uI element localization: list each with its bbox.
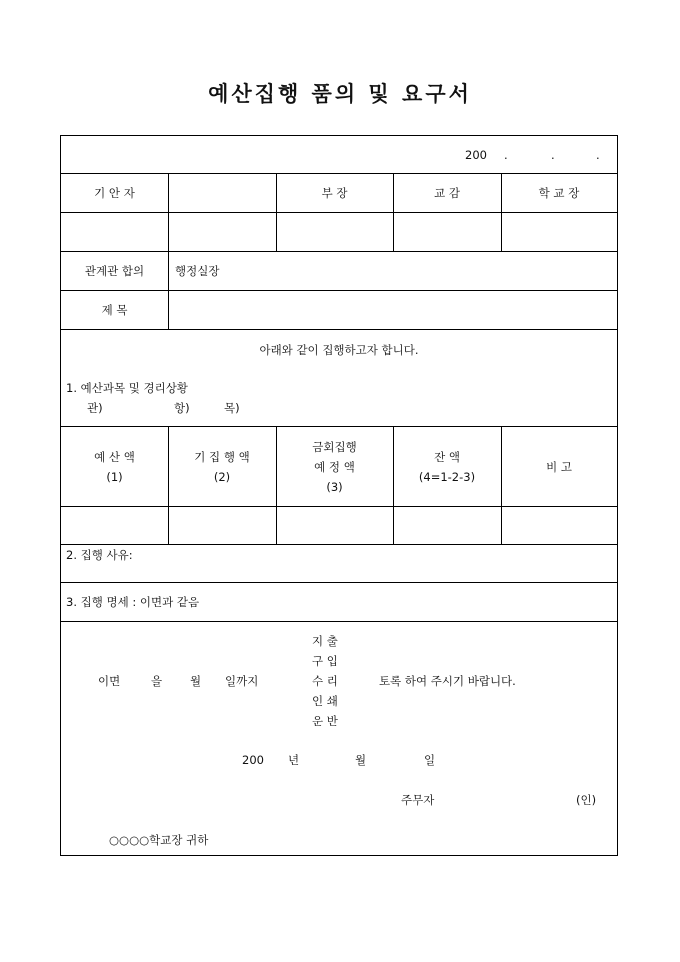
section3-label: 3. 집행 명세 : 이면과 같음: [66, 595, 200, 609]
col-divider: [168, 251, 169, 329]
col-divider: [276, 173, 277, 251]
request-lead-1: 이면: [98, 674, 121, 688]
row-divider: [61, 544, 617, 545]
col-divider: [393, 173, 394, 251]
option-spend: 지 출: [312, 634, 338, 648]
remarks-header: 비 고: [546, 460, 572, 474]
planned-amount-header-2: 예 정 액: [314, 460, 355, 474]
row-divider: [61, 290, 617, 291]
balance-formula: (4=1-2-3): [418, 470, 476, 484]
planned-amount-header: 금회집행: [312, 440, 357, 454]
date-dot: .: [504, 148, 508, 162]
intro-text: 아래와 같이 집행하고자 합니다.: [259, 343, 419, 357]
executed-amount-header: 기 집 행 액: [194, 450, 250, 464]
date-year: 200: [465, 148, 487, 162]
drafter-label: 기 안 자: [94, 186, 135, 200]
principal-label: 학 교 장: [538, 186, 580, 200]
document-title: 예산집행 품의 및 요구서: [208, 81, 472, 106]
planned-amount-num: (3): [326, 480, 343, 494]
row-divider: [61, 426, 617, 427]
request-lead-3: 월: [190, 674, 202, 688]
bottom-day-unit: 일: [424, 753, 436, 767]
row-divider: [61, 582, 617, 583]
request-tail: 토록 하여 주시기 바랍니다.: [379, 674, 516, 688]
vice-principal-label: 교 감: [434, 186, 460, 200]
date-dot: .: [596, 148, 600, 162]
row-divider: [61, 251, 617, 252]
section2-label: 2. 집행 사유:: [66, 548, 133, 562]
option-print: 인 쇄: [312, 694, 338, 708]
row-divider: [61, 621, 617, 622]
mok-label: 목): [224, 401, 240, 415]
row-divider: [61, 329, 617, 330]
gwan-label: 관): [87, 401, 103, 415]
hang-label: 항): [174, 401, 190, 415]
col-divider: [501, 426, 502, 544]
addressee-marks: ○○○○: [109, 833, 150, 847]
request-lead-2: 을: [151, 674, 163, 688]
row-divider: [61, 173, 617, 174]
addressee-text: 학교장 귀하: [149, 833, 209, 847]
balance-header: 잔 액: [434, 450, 460, 464]
bottom-year-unit: 년: [288, 753, 300, 767]
consult-label: 관계관 합의: [84, 264, 145, 278]
budget-amount-num: (1): [106, 470, 123, 484]
request-form: [60, 135, 618, 856]
subject-label: 제 목: [101, 303, 128, 317]
seal-mark: (인): [576, 793, 597, 807]
option-purchase: 구 입: [312, 654, 338, 668]
budget-amount-header: 예 산 액: [94, 450, 135, 464]
option-transport: 운 반: [312, 714, 338, 728]
col-divider: [393, 426, 394, 544]
signer-label: 주무자: [401, 793, 435, 807]
section1-heading: 1. 예산과목 및 경리상황: [66, 381, 188, 395]
bottom-year: 200: [242, 753, 264, 767]
consult-value: 행정실장: [175, 264, 220, 278]
row-divider: [61, 506, 617, 507]
row-divider: [61, 212, 617, 213]
date-dot: .: [551, 148, 555, 162]
col-divider: [168, 426, 169, 544]
vice-label: 부 장: [321, 186, 348, 200]
executed-amount-num: (2): [213, 470, 231, 484]
option-repair: 수 리: [312, 674, 338, 688]
request-lead-4: 일까지: [225, 674, 259, 688]
col-divider: [501, 173, 502, 251]
bottom-month-unit: 월: [355, 753, 367, 767]
addressee: [109, 833, 208, 847]
col-divider: [168, 173, 169, 251]
